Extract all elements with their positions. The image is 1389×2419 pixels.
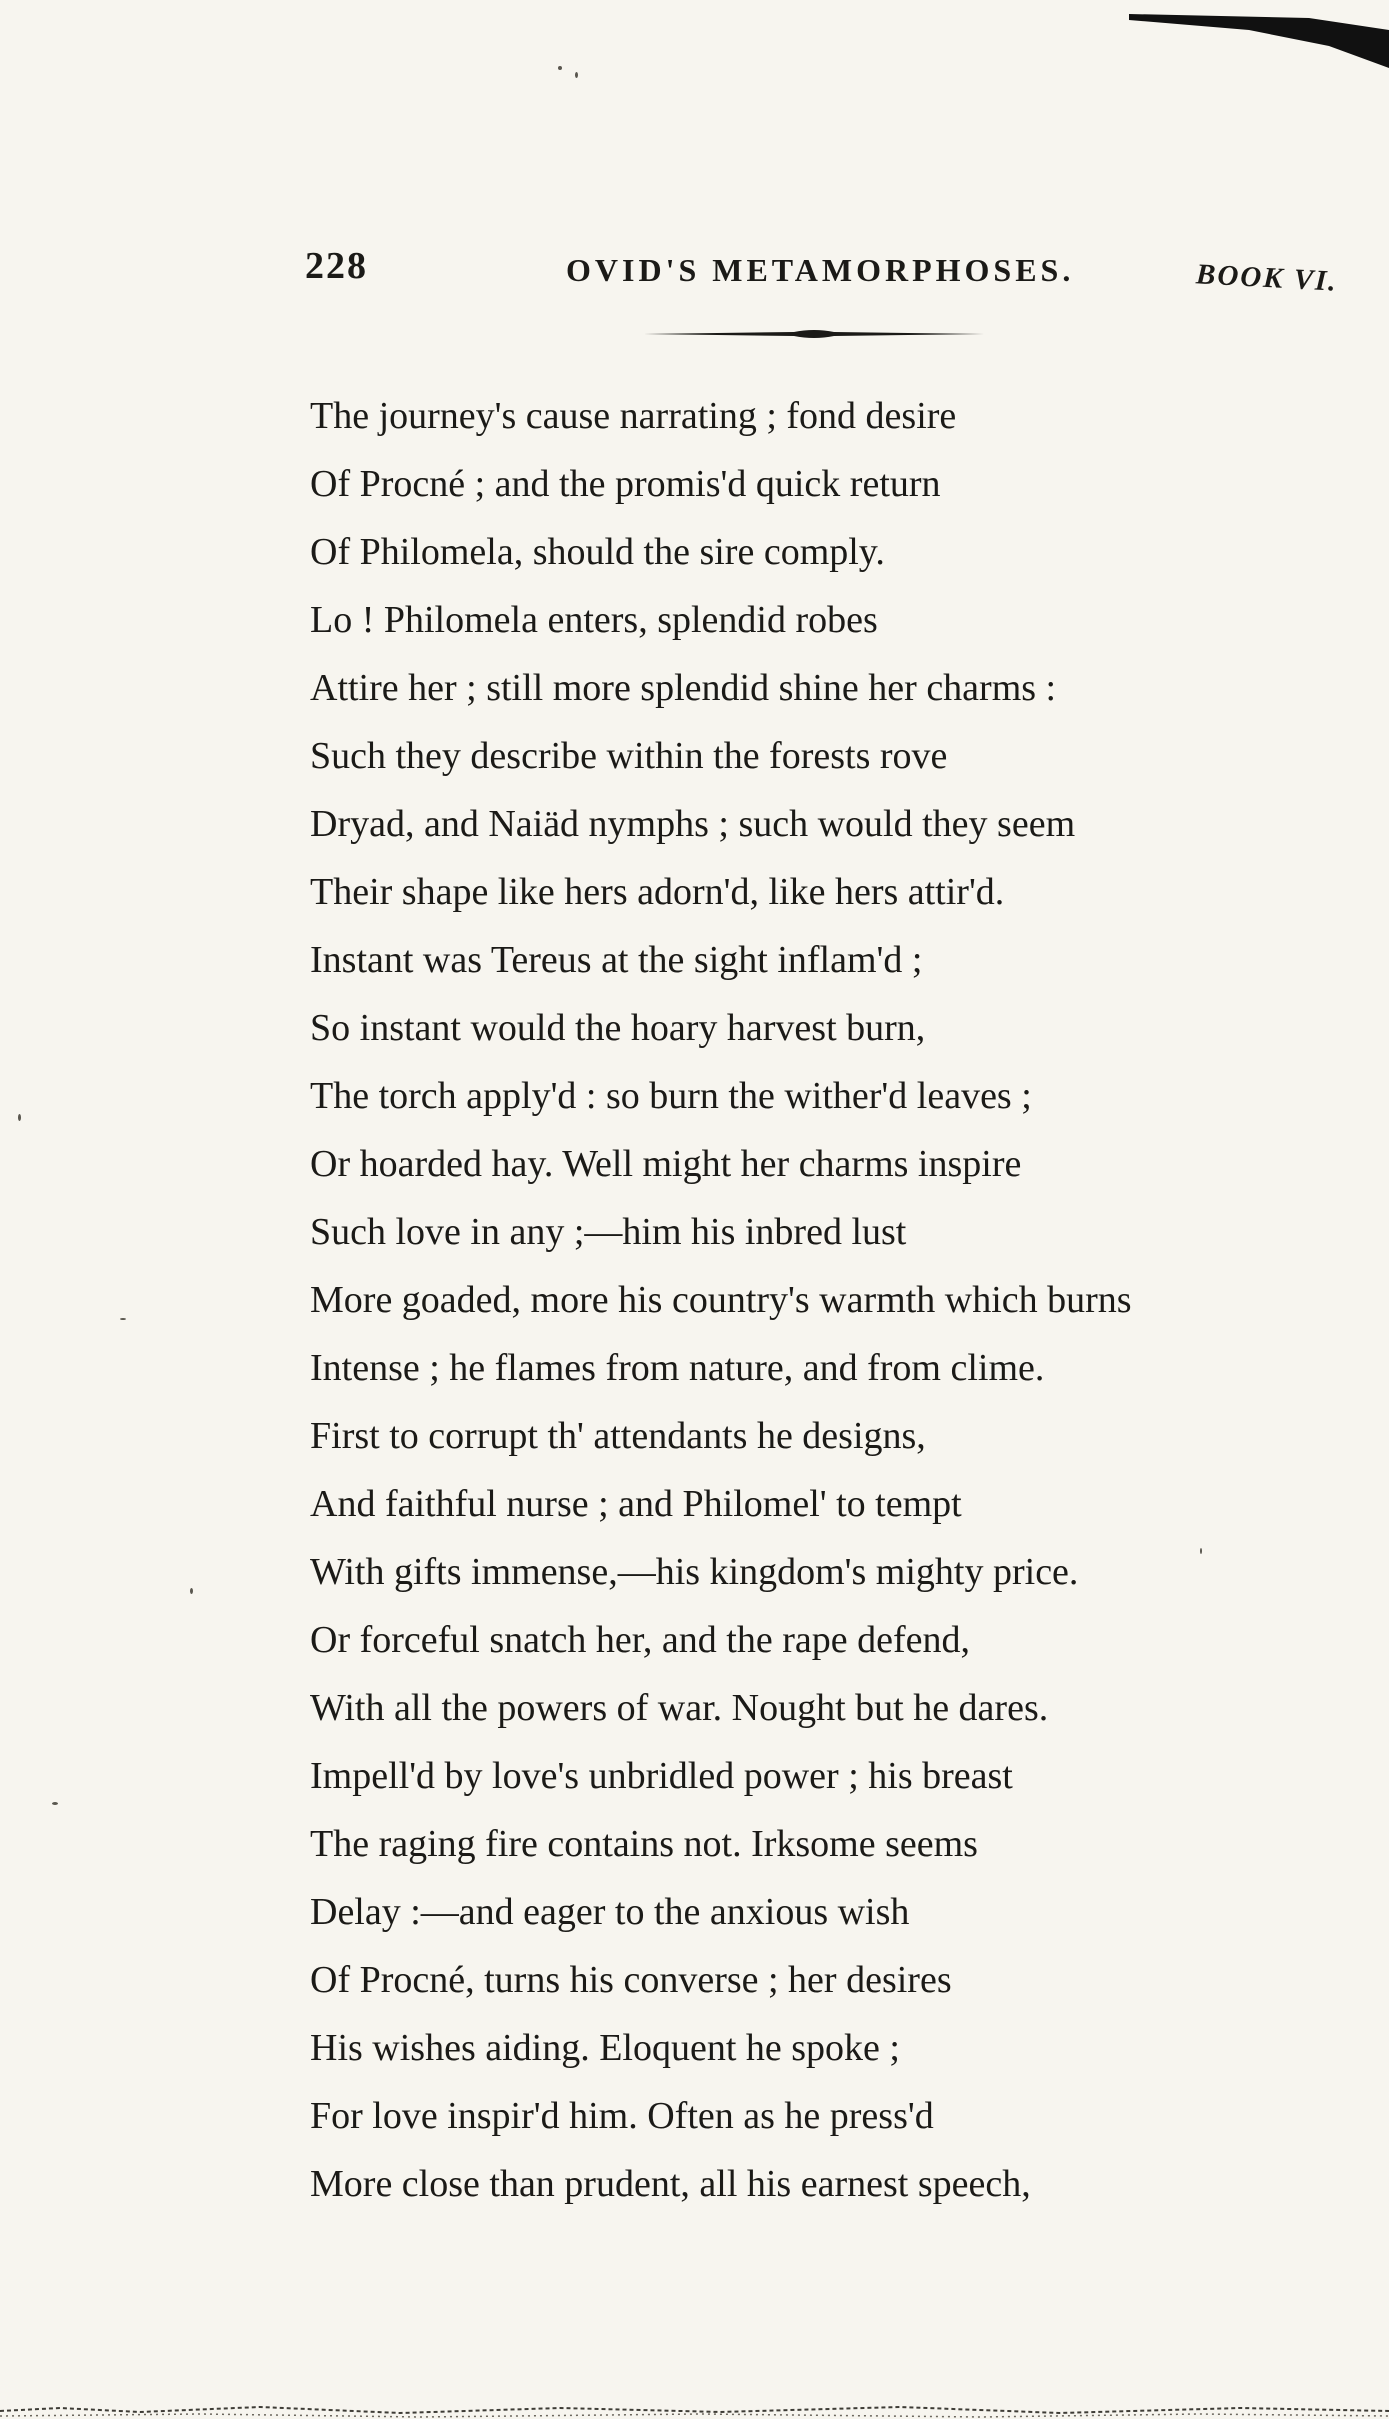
- poem-line: The torch apply'd : so burn the wither'd leaves ;: [310, 1075, 1032, 1117]
- poem-line: With gifts immense,—his kingdom's mighty price.: [310, 1551, 1079, 1593]
- poem-line: Intense ; he flames from nature, and from clime.: [310, 1347, 1045, 1389]
- bottom-page-edge: [0, 2389, 1389, 2419]
- poem-line: With all the powers of war. Nought but he dares.: [310, 1687, 1049, 1729]
- ink-speck: [558, 66, 562, 70]
- poem-line: Lo ! Philomela enters, splendid robes: [310, 599, 878, 641]
- poem-line: Of Philomela, should the sire comply.: [310, 531, 885, 573]
- corner-shadow-mark: [1129, 8, 1389, 68]
- ornamental-rule: [644, 328, 984, 340]
- ink-speck: [1200, 1548, 1202, 1554]
- running-title: OVID'S METAMORPHOSES.: [566, 252, 1075, 288]
- page-number: 228: [305, 245, 368, 287]
- poem-line: Such they describe within the forests rove: [310, 735, 948, 777]
- poem-line: Instant was Tereus at the sight inflam'd ;: [310, 939, 923, 981]
- poem-line: More goaded, more his country's warmth which burns: [310, 1279, 1132, 1321]
- poem-line: Impell'd by love's unbridled power ; his breast: [310, 1755, 1013, 1797]
- running-head: [0, 232, 1389, 302]
- poem-line: Of Procné ; and the promis'd quick return: [310, 463, 941, 505]
- poem-line: More close than prudent, all his earnest speech,: [310, 2163, 1031, 2205]
- poem-line: So instant would the hoary harvest burn,: [310, 1007, 926, 1049]
- poem-line: The raging fire contains not. Irksome seems: [310, 1823, 978, 1865]
- poem-line: His wishes aiding. Eloquent he spoke ;: [310, 2027, 900, 2069]
- poem-line: And faithful nurse ; and Philomel' to tempt: [310, 1483, 962, 1525]
- poem-line: For love inspir'd him. Often as he press'd: [310, 2095, 934, 2137]
- poem-line: First to corrupt th' attendants he designs,: [310, 1415, 926, 1457]
- poem-line: Or hoarded hay. Well might her charms inspire: [310, 1143, 1022, 1185]
- ink-speck: [52, 1802, 58, 1805]
- poem-line: Of Procné, turns his converse ; her desires: [310, 1959, 952, 2001]
- ink-speck: [575, 72, 578, 78]
- poem-line: Such love in any ;—him his inbred lust: [310, 1211, 907, 1253]
- poem-line: Delay :—and eager to the anxious wish: [310, 1891, 910, 1933]
- book-label: BOOK VI.: [1195, 258, 1339, 298]
- poem-line: The journey's cause narrating ; fond desire: [310, 395, 957, 437]
- ink-speck: [120, 1318, 126, 1320]
- ink-speck: [190, 1588, 193, 1594]
- poem-line: Dryad, and Naiäd nymphs ; such would they seem: [310, 803, 1076, 845]
- poem-line: Or forceful snatch her, and the rape defend,: [310, 1619, 970, 1661]
- ink-speck: [18, 1114, 21, 1121]
- poem-line: Attire her ; still more splendid shine her charms :: [310, 667, 1057, 709]
- poem-text: [310, 382, 1270, 2218]
- poem-line: Their shape like hers adorn'd, like hers attir'd.: [310, 871, 1005, 913]
